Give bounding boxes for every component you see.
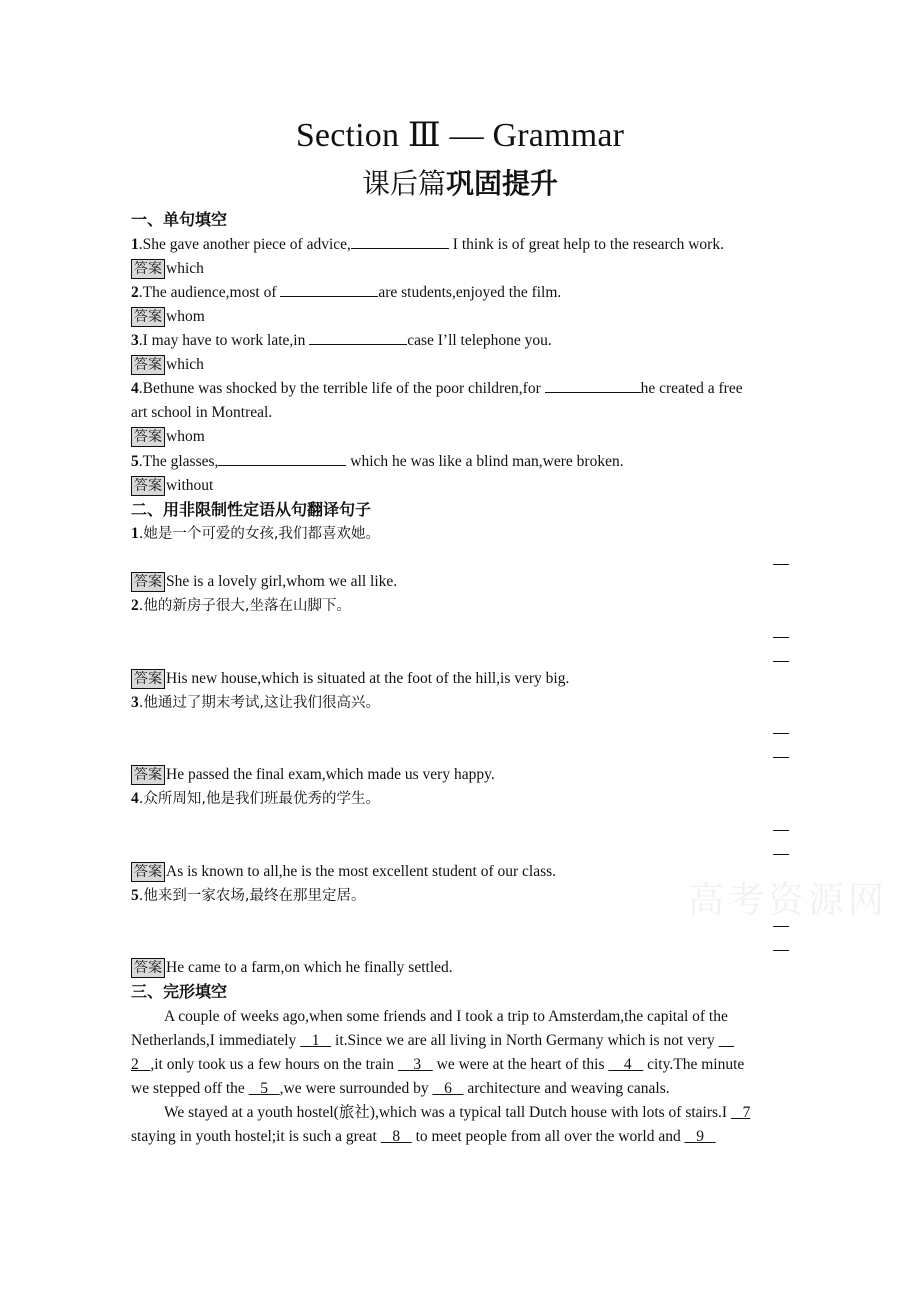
blank-number: 7 [742, 1104, 751, 1121]
blank-number: 2 [131, 1056, 139, 1073]
cloze-blank[interactable] [731, 1102, 750, 1124]
cloze-line [131, 1078, 791, 1100]
part1-heading: 一、单句填空 [131, 210, 228, 229]
cloze-blank[interactable] [381, 1126, 412, 1148]
answer-text: She is a lovely girl,whom we all like. [166, 573, 398, 590]
cloze-text: architecture and weaving canals. [463, 1080, 670, 1097]
page-title: Section Ⅲ — Grammar [295, 117, 625, 154]
question-number: 5 [131, 453, 139, 470]
blank-number: 4 [623, 1056, 632, 1073]
question-text: I think is of great help to the research work. [448, 236, 724, 253]
part3-heading: 三、完形填空 [131, 982, 228, 1001]
question-number: 2 [131, 284, 139, 301]
fill-blank[interactable] [218, 451, 346, 466]
p1-answer-1 [131, 258, 791, 280]
blank-number: 5 [260, 1080, 269, 1097]
fill-blank[interactable] [309, 330, 407, 345]
cloze-blank[interactable] [608, 1054, 643, 1076]
answer-label: 答案 [131, 669, 165, 689]
fill-blank[interactable] [545, 378, 641, 393]
p1-answer-3 [131, 354, 791, 376]
answer-text: His new house,which is situated at the foot of the hill,is very big. [166, 670, 570, 687]
p2-answer-3 [131, 764, 791, 786]
cloze-blank[interactable] [300, 1030, 331, 1052]
answer-label: 答案 [131, 355, 165, 375]
cloze-line [131, 1030, 791, 1052]
answer-text: which [166, 356, 204, 373]
cloze-blank[interactable] [432, 1078, 463, 1100]
fill-blank[interactable] [351, 234, 449, 249]
question-text: case I’ll telephone you. [407, 332, 552, 349]
p1-answer-2 [131, 306, 791, 328]
cloze-blank[interactable] [685, 1126, 716, 1148]
page-subtitle [0, 166, 920, 202]
answer-label: 答案 [131, 765, 165, 785]
question-number: 1 [131, 525, 139, 542]
cloze-text: staying in youth hostel;it is such a great [131, 1128, 381, 1145]
question-text: .众所周知,他是我们班最优秀的学生。 [138, 791, 380, 807]
p2-answer-1 [131, 571, 791, 593]
question-number: 2 [131, 597, 139, 614]
cloze-line: A couple of weeks ago,when some friends and I took a trip to Amsterdam,the capital of the [164, 1008, 728, 1025]
question-number: 4 [131, 380, 139, 397]
question-text: .She gave another piece of advice, [138, 236, 351, 253]
cloze-blank[interactable] [131, 1054, 150, 1076]
question-text: are students,enjoyed the film. [378, 284, 562, 301]
blank-number: 3 [413, 1056, 422, 1073]
question-text: .The audience,most of [138, 284, 281, 301]
question-text: .他的新房子很大,坐落在山脚下。 [138, 598, 351, 614]
answer-text: whom [166, 428, 205, 445]
question-number: 1 [131, 236, 139, 253]
cloze-text: ,it only took us a few hours on the train [150, 1056, 398, 1073]
fill-blank[interactable] [280, 282, 378, 297]
answer-text: which [166, 260, 204, 277]
p1-question-1 [131, 234, 791, 256]
answer-text: As is known to all,he is the most excellent student of our class. [166, 863, 557, 880]
question-text: he created a free [640, 380, 743, 397]
cloze-blank[interactable] [249, 1078, 280, 1100]
p1-answer-5 [131, 475, 791, 497]
answer-label: 答案 [131, 259, 165, 279]
question-text: .Bethune was shocked by the terrible life of the poor children,for [138, 380, 545, 397]
p1-question-3 [131, 330, 791, 352]
answer-label: 答案 [131, 572, 165, 592]
question-text: .她是一个可爱的女孩,我们都喜欢她。 [138, 526, 380, 542]
part2-heading: 二、用非限制性定语从句翻译句子 [131, 500, 372, 519]
cloze-text: city.The minute [643, 1056, 745, 1073]
answer-label: 答案 [131, 862, 165, 882]
answer-label: 答案 [131, 427, 165, 447]
question-number: 3 [131, 332, 139, 349]
cloze-line [131, 1126, 791, 1148]
answer-line[interactable] [773, 733, 789, 734]
blank-number: 1 [311, 1032, 320, 1049]
answer-label: 答案 [131, 958, 165, 978]
blank-number: 8 [392, 1128, 401, 1145]
answer-text: whom [166, 308, 205, 325]
p2-question-2 [131, 595, 791, 617]
blank-number: 6 [444, 1080, 452, 1097]
cloze-text: to meet people from all over the world and [411, 1128, 685, 1145]
question-number: 5 [131, 887, 139, 904]
question-text: .他通过了期末考试,这让我们很高兴。 [138, 695, 380, 711]
cloze-text: ,we were surrounded by [279, 1080, 433, 1097]
cloze-blank[interactable] [719, 1030, 735, 1052]
answer-line[interactable] [773, 637, 789, 638]
p1-question-4-cont: art school in Montreal. [131, 404, 273, 421]
question-number: 4 [131, 790, 139, 807]
question-text: .The glasses, [138, 453, 219, 470]
answer-line[interactable] [773, 950, 789, 951]
cloze-text: we were at the heart of this [432, 1056, 609, 1073]
question-number: 3 [131, 694, 139, 711]
p1-question-4 [131, 378, 791, 400]
p1-question-5 [131, 451, 791, 473]
answer-text: He came to a farm,on which he finally settled. [166, 959, 453, 976]
answer-line[interactable] [773, 926, 789, 927]
question-text: .I may have to work late,in [138, 332, 310, 349]
p1-question-2 [131, 282, 791, 304]
answer-line[interactable] [773, 854, 789, 855]
cloze-line [164, 1102, 791, 1124]
cloze-text: We stayed at a youth hostel(旅社),which was a typical tall Dutch house with lots of stairs.I [164, 1104, 731, 1121]
p2-answer-5 [131, 957, 791, 979]
watermark: 高考资源网 [688, 880, 889, 921]
cloze-text: Netherlands,I immediately [131, 1032, 301, 1049]
question-text: which he was like a blind man,were broken. [346, 453, 624, 470]
subtitle-bold: 巩固提升 [446, 167, 559, 200]
answer-line[interactable] [773, 757, 789, 758]
p2-question-1 [131, 523, 791, 545]
cloze-text: it.Since we are all living in North Germany which is not very [331, 1032, 719, 1049]
blank-number: 9 [696, 1128, 704, 1145]
answer-label: 答案 [131, 476, 165, 496]
subtitle-light: 课后篇 [361, 167, 446, 200]
answer-label: 答案 [131, 307, 165, 327]
cloze-text: we stepped off the [131, 1080, 249, 1097]
answer-line[interactable] [773, 564, 789, 565]
p2-answer-2 [131, 668, 791, 690]
question-text: .他来到一家农场,最终在那里定居。 [138, 888, 366, 904]
p2-question-4 [131, 788, 791, 810]
p2-question-3 [131, 692, 791, 714]
p1-answer-4 [131, 426, 791, 448]
cloze-blank[interactable] [398, 1054, 433, 1076]
answer-line[interactable] [773, 661, 789, 662]
cloze-line [131, 1054, 791, 1076]
answer-text: He passed the final exam,which made us very happy. [166, 766, 495, 783]
answer-line[interactable] [773, 830, 789, 831]
answer-text: without [166, 477, 214, 494]
